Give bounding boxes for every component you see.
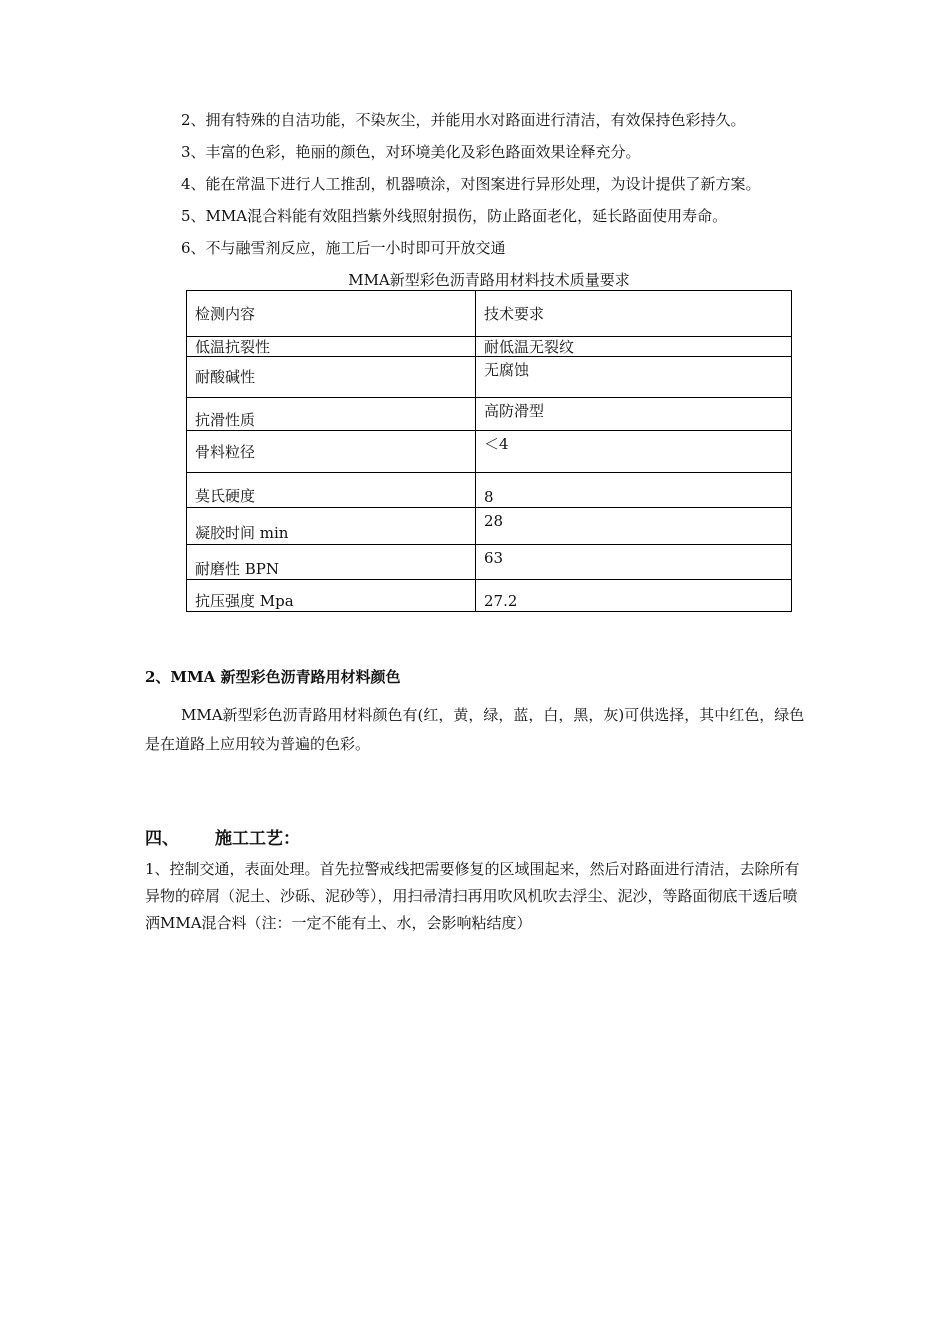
table-row: [187, 545, 792, 580]
table-cell: 耐酸碱性: [187, 357, 476, 398]
table-row: [187, 357, 792, 398]
construction-paragraph: 1、控制交通，表面处理。首先拉警戒线把需要修复的区域围起来，然后对路面进行清洁，去除所有异物的碎屑（泥土、沙砾、泥砂等），用扫帚清扫再用吹风机吹去浮尘、泥沙，等路面彻底干透后喷洒MMA混合料（注：一定不能有土、水，会影响粘结度）: [145, 860, 800, 932]
section-heading-colors: 2、MMA 新型彩色沥青路用材料颜色: [145, 668, 401, 686]
table-cell: 莫氏硬度: [187, 473, 476, 508]
spec-table: [186, 290, 792, 612]
table-row: [187, 508, 792, 545]
table-row: [187, 431, 792, 473]
feature-item-2: 2、拥有特殊的自洁功能，不染灰尘，并能用水对路面进行清洁，有效保持色彩持久。: [181, 111, 746, 129]
table-cell: 63: [476, 545, 792, 580]
feature-item-4: 4、能在常温下进行人工推刮，机器喷涂，对图案进行异形处理，为设计提供了新方案。: [181, 175, 761, 193]
table-header-row: [187, 291, 792, 337]
table-cell: ＜4: [476, 431, 792, 473]
table-cell: 骨料粒径: [187, 431, 476, 473]
table-cell: 28: [476, 508, 792, 545]
table-cell: 抗压强度 Mpa: [187, 580, 476, 612]
table-cell: 耐低温无裂纹: [476, 337, 792, 357]
table-cell: 27.2: [476, 580, 792, 612]
table-row: [187, 473, 792, 508]
table-cell: 耐磨性 BPN: [187, 545, 476, 580]
table-row: [187, 398, 792, 431]
feature-item-3: 3、丰富的色彩，艳丽的颜色，对环境美化及彩色路面效果诠释充分。: [181, 143, 641, 161]
section-title: 施工工艺：: [215, 829, 300, 849]
table-cell: 高防滑型: [476, 398, 792, 431]
table-cell: 凝胶时间 min: [187, 508, 476, 545]
table-header-cell: 技术要求: [476, 291, 792, 337]
table-cell: 无腐蚀: [476, 357, 792, 398]
section-number: 四、: [145, 829, 179, 849]
table-row: [187, 337, 792, 357]
feature-item-5: 5、MMA混合料能有效阻挡紫外线照射损伤，防止路面老化，延长路面使用寿命。: [181, 207, 728, 225]
colors-paragraph: MMA新型彩色沥青路用材料颜色有(红，黄，绿，蓝，白，黑，灰)可供选择，其中红色，绿色是在道路上应用较为普遍的色彩。: [145, 706, 805, 753]
table-cell: 低温抗裂性: [187, 337, 476, 357]
table-caption: MMA新型彩色沥青路用材料技术质量要求: [348, 271, 630, 289]
table-cell: 8: [476, 473, 792, 508]
table-row: [187, 580, 792, 612]
table-header-cell: 检测内容: [187, 291, 476, 337]
section-heading-construction: [145, 827, 300, 851]
feature-item-6: 6、不与融雪剂反应，施工后一小时即可开放交通: [181, 239, 506, 257]
table-cell: 抗滑性质: [187, 398, 476, 431]
